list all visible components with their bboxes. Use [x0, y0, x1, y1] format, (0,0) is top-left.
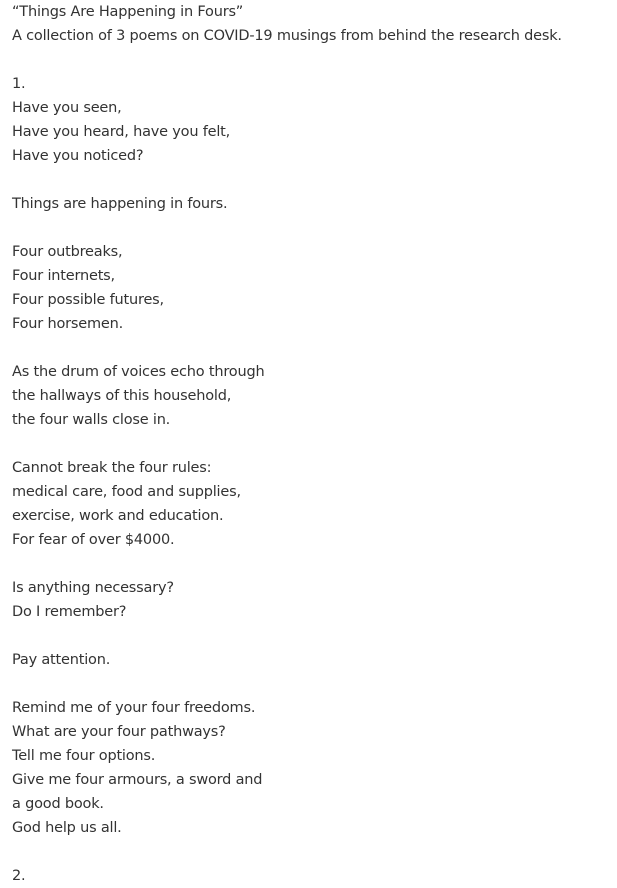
poem-line: the hallways of this household,	[12, 388, 232, 404]
poem-line: medical care, food and supplies,	[12, 484, 241, 500]
spacer	[12, 48, 612, 72]
poem-line: Remind me of your four freedoms.	[12, 700, 256, 716]
poem-number: 2.	[12, 868, 26, 884]
document-body	[12, 0, 612, 888]
spacer	[12, 336, 612, 360]
poem-line: As the drum of voices echo through	[12, 364, 265, 380]
spacer	[12, 672, 612, 696]
poem-line: Is anything necessary?	[12, 580, 174, 596]
poem-line: Have you heard, have you felt,	[12, 124, 231, 140]
poem-line: Cannot break the four rules:	[12, 460, 212, 476]
poem-line: Do I remember?	[12, 604, 127, 620]
document-title: “Things Are Happening in Fours”	[12, 4, 244, 20]
stanza	[12, 576, 612, 624]
stanza	[12, 360, 612, 432]
stanza	[12, 96, 612, 168]
poem-line: For fear of over $4000.	[12, 532, 175, 548]
spacer	[12, 624, 612, 648]
stanza	[12, 240, 612, 336]
spacer	[12, 168, 612, 192]
poem-line: Give me four armours, a sword and	[12, 772, 263, 788]
poem-line: Have you seen,	[12, 100, 122, 116]
poem-line: Four outbreaks,	[12, 244, 123, 260]
stanza	[12, 648, 612, 672]
poem-line: a good book.	[12, 796, 104, 812]
poem-line: What are your four pathways?	[12, 724, 226, 740]
spacer	[12, 432, 612, 456]
spacer	[12, 840, 612, 864]
poem-line: the four walls close in.	[12, 412, 171, 428]
poem-line: Pay attention.	[12, 652, 111, 668]
stanza	[12, 696, 612, 840]
stanza	[12, 456, 612, 552]
spacer	[12, 216, 612, 240]
poem-number: 1.	[12, 76, 26, 92]
poem-line: Tell me four options.	[12, 748, 156, 764]
poem-line: God help us all.	[12, 820, 122, 836]
poem-line: Four internets,	[12, 268, 115, 284]
poem-line: Have you noticed?	[12, 148, 144, 164]
poem-line: Four possible futures,	[12, 292, 164, 308]
spacer	[12, 552, 612, 576]
stanza	[12, 192, 612, 216]
poem-line: Things are happening in fours.	[12, 196, 228, 212]
poem-line: exercise, work and education.	[12, 508, 224, 524]
poem-line: Four horsemen.	[12, 316, 123, 332]
document-subtitle: A collection of 3 poems on COVID-19 musings from behind the research desk.	[12, 28, 562, 44]
